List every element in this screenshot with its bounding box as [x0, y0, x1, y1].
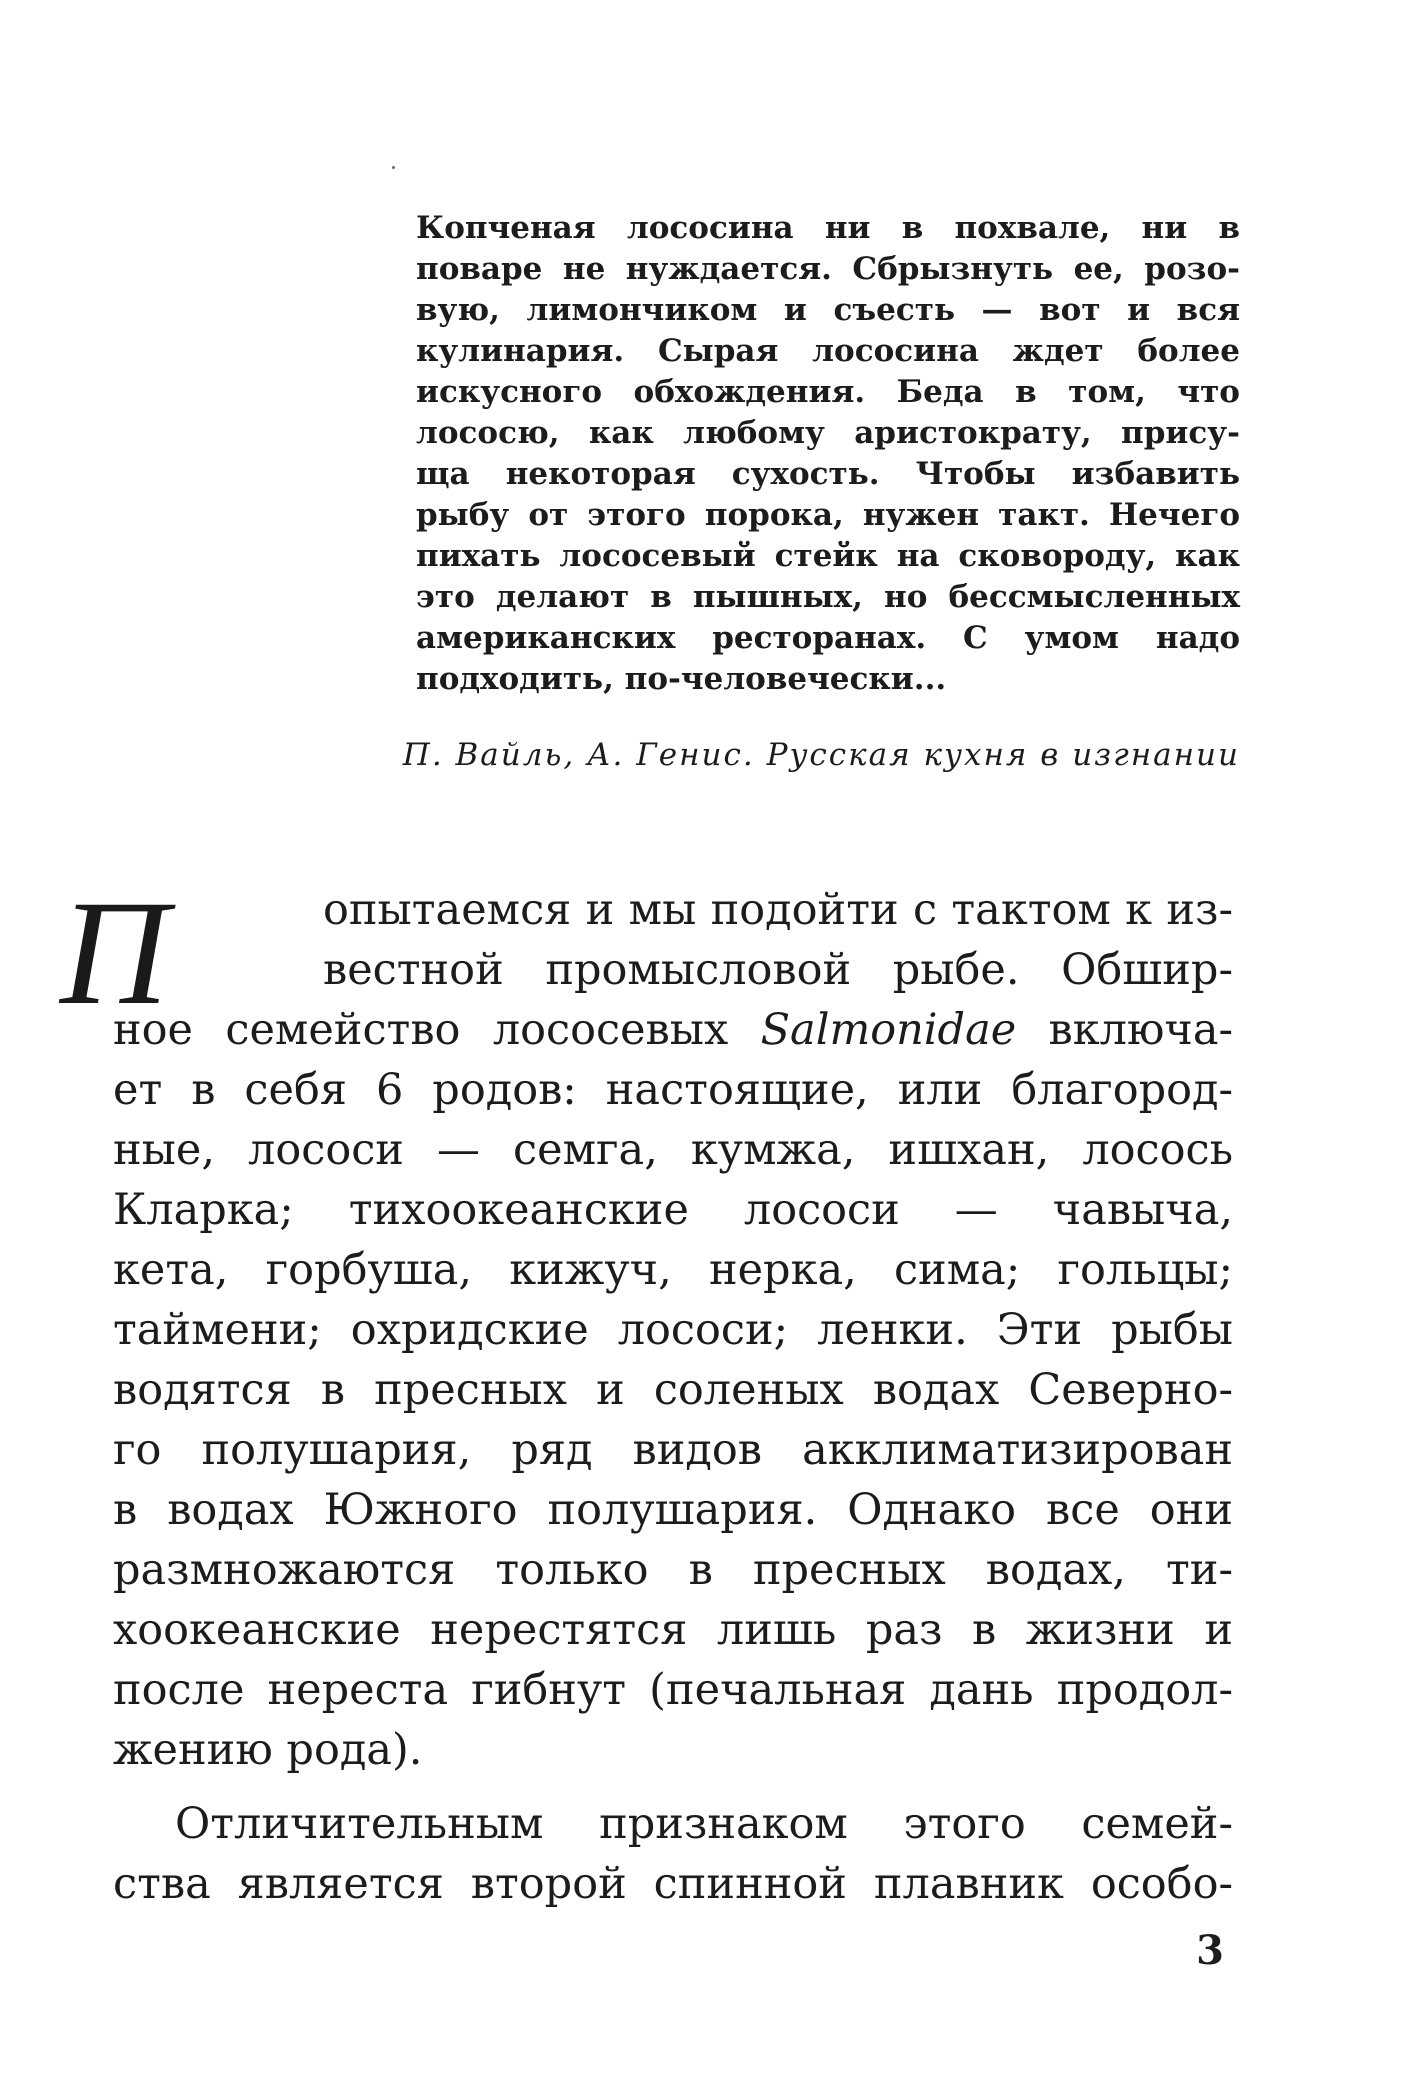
text-line: в водах Южного полушария. Однако все они — [113, 1485, 1233, 1535]
epigraph-line: вую, лимончиком и съесть — вот и вся — [416, 292, 1240, 328]
epigraph-line: ща некоторая сухость. Чтобы избавить — [416, 456, 1240, 492]
epigraph-line: искусного обхождения. Беда в том, что — [416, 374, 1240, 410]
epigraph-source: П. Вайль, А. Генис. Русская кухня в изгнании — [402, 737, 1240, 773]
main-text — [113, 880, 1233, 1914]
epigraph-line: пихать лососевый стейк на сковороду, как — [416, 538, 1240, 574]
text-fragment: включа- — [1016, 1005, 1233, 1055]
epigraph-line: подходить, по-человечески... — [416, 661, 947, 697]
text-line: вестной промысловой рыбе. Обшир- — [323, 945, 1233, 995]
text-line: опытаемся и мы подойти с тактом к из- — [323, 885, 1233, 935]
text-line: таймени; охридские лососи; ленки. Эти рыбы — [113, 1305, 1233, 1355]
text-fragment: ное семейство лососевых — [113, 1005, 761, 1055]
epigraph-line: Копченая лососина ни в похвале, ни в — [416, 210, 1240, 246]
epigraph-line: лососю, как любому аристократу, прису- — [416, 415, 1240, 451]
epigraph-line: поваре не нуждается. Сбрызнуть ее, розо- — [416, 251, 1240, 287]
page-number: 3 — [1196, 1927, 1224, 1974]
text-line: размножаются только в пресных водах, ти- — [113, 1545, 1233, 1595]
text-line: ет в себя 6 родов: настоящие, или благород- — [113, 1065, 1233, 1115]
text-line: Отличительным признаком этого семей- — [175, 1799, 1233, 1849]
text-line: хоокеанские нерестятся лишь раз в жизни и — [113, 1605, 1233, 1655]
epigraph-line: рыбу от этого порока, нужен такт. Нечего — [416, 497, 1240, 533]
text-line: водятся в пресных и соленых водах Северно- — [113, 1365, 1233, 1415]
text-line: Кларка; тихоокеанские лососи — чавыча, — [113, 1185, 1233, 1235]
scan-speck — [392, 166, 395, 169]
latin-family-name: Salmonidae — [760, 1005, 1017, 1055]
text-line: жению рода). — [113, 1725, 423, 1775]
text-line: ные, лососи — семга, кумжа, ишхан, лосось — [113, 1125, 1233, 1175]
epigraph-line: кулинария. Сырая лососина ждет более — [416, 333, 1240, 369]
drop-cap: П — [60, 870, 169, 1036]
text-line — [113, 1000, 1233, 1060]
text-line: кета, горбуша, кижуч, нерка, сима; гольцы; — [113, 1245, 1233, 1295]
text-line: после нереста гибнут (печальная дань продол- — [113, 1665, 1233, 1715]
text-line: го полушария, ряд видов акклиматизирован — [113, 1425, 1233, 1475]
epigraph — [416, 208, 1240, 700]
epigraph-line: американских ресторанах. С умом надо — [416, 620, 1240, 656]
epigraph-line: это делают в пышных, но бессмысленных — [416, 579, 1240, 615]
text-line: ства является второй спинной плавник особо- — [113, 1859, 1233, 1909]
